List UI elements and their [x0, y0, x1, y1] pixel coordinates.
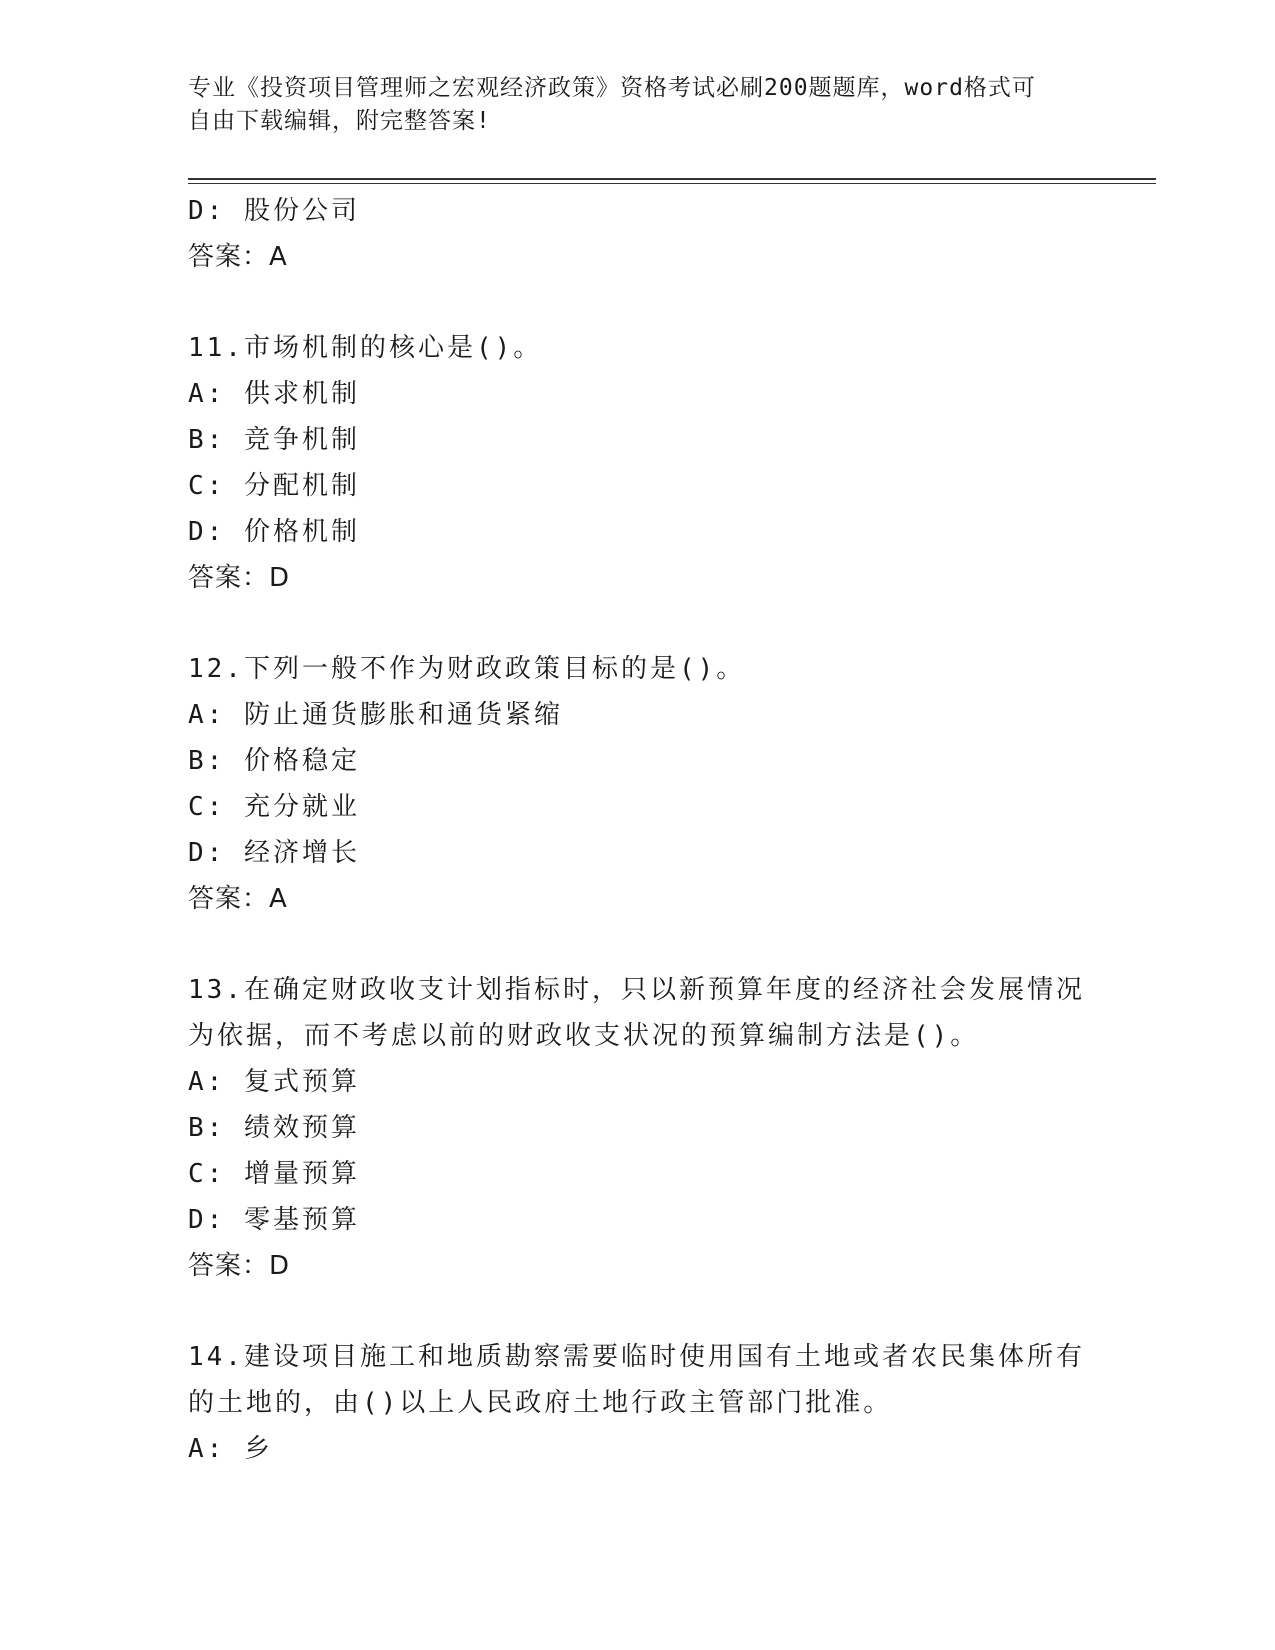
- question-list: [188, 188, 1088, 1472]
- option-d: D: 零基预算: [188, 1205, 360, 1235]
- question-stem: [188, 967, 1088, 1059]
- stem-line: 为依据，而不考虑以前的财政收支状况的预算编制方法是()。: [188, 1021, 980, 1051]
- option-c: C: 分配机制: [188, 471, 360, 501]
- option-a: A: 乡: [188, 1434, 273, 1464]
- header-divider-thin: [188, 183, 1156, 184]
- question-12: [188, 646, 1088, 922]
- option-d: D: 股份公司: [188, 196, 360, 226]
- stem-line: 12.下列一般不作为财政政策目标的是()。: [188, 654, 746, 684]
- question-13: [188, 967, 1088, 1289]
- answer-line: 答案：A: [188, 242, 288, 272]
- header-line-1: 专业《投资项目管理师之宏观经济政策》资格考试必刷200题题库，word格式可: [188, 75, 1036, 101]
- question-11: [188, 325, 1088, 601]
- header-divider-thick: [188, 178, 1156, 180]
- option-b: B: 价格稳定: [188, 746, 360, 776]
- question-stem: [188, 646, 1088, 692]
- option-d: D: 价格机制: [188, 517, 360, 547]
- option-b: B: 竞争机制: [188, 425, 360, 455]
- question-stem: [188, 1334, 1088, 1426]
- option-a: A: 复式预算: [188, 1067, 360, 1097]
- answer-line: 答案：D: [188, 1251, 291, 1281]
- option-c: C: 充分就业: [188, 792, 360, 822]
- stem-line: 13.在确定财政收支计划指标时，只以新预算年度的经济社会发展情况: [188, 975, 1085, 1005]
- option-a: A: 防止通货膨胀和通货紧缩: [188, 700, 563, 730]
- answer-line: 答案：D: [188, 563, 291, 593]
- option-b: B: 绩效预算: [188, 1113, 360, 1143]
- document-header: [188, 72, 1068, 138]
- question-stem: [188, 325, 1088, 371]
- stem-line: 的土地的，由()以上人民政府土地行政主管部门批准。: [188, 1388, 893, 1418]
- option-c: C: 增量预算: [188, 1159, 360, 1189]
- question-14: [188, 1334, 1088, 1472]
- answer-line: 答案：A: [188, 884, 288, 914]
- option-d: D: 经济增长: [188, 838, 360, 868]
- stem-line: 11.市场机制的核心是()。: [188, 333, 543, 363]
- stem-line: 14.建设项目施工和地质勘察需要临时使用国有土地或者农民集体所有: [188, 1342, 1085, 1372]
- option-a: A: 供求机制: [188, 379, 360, 409]
- header-line-2: 自由下载编辑，附完整答案!: [188, 108, 491, 134]
